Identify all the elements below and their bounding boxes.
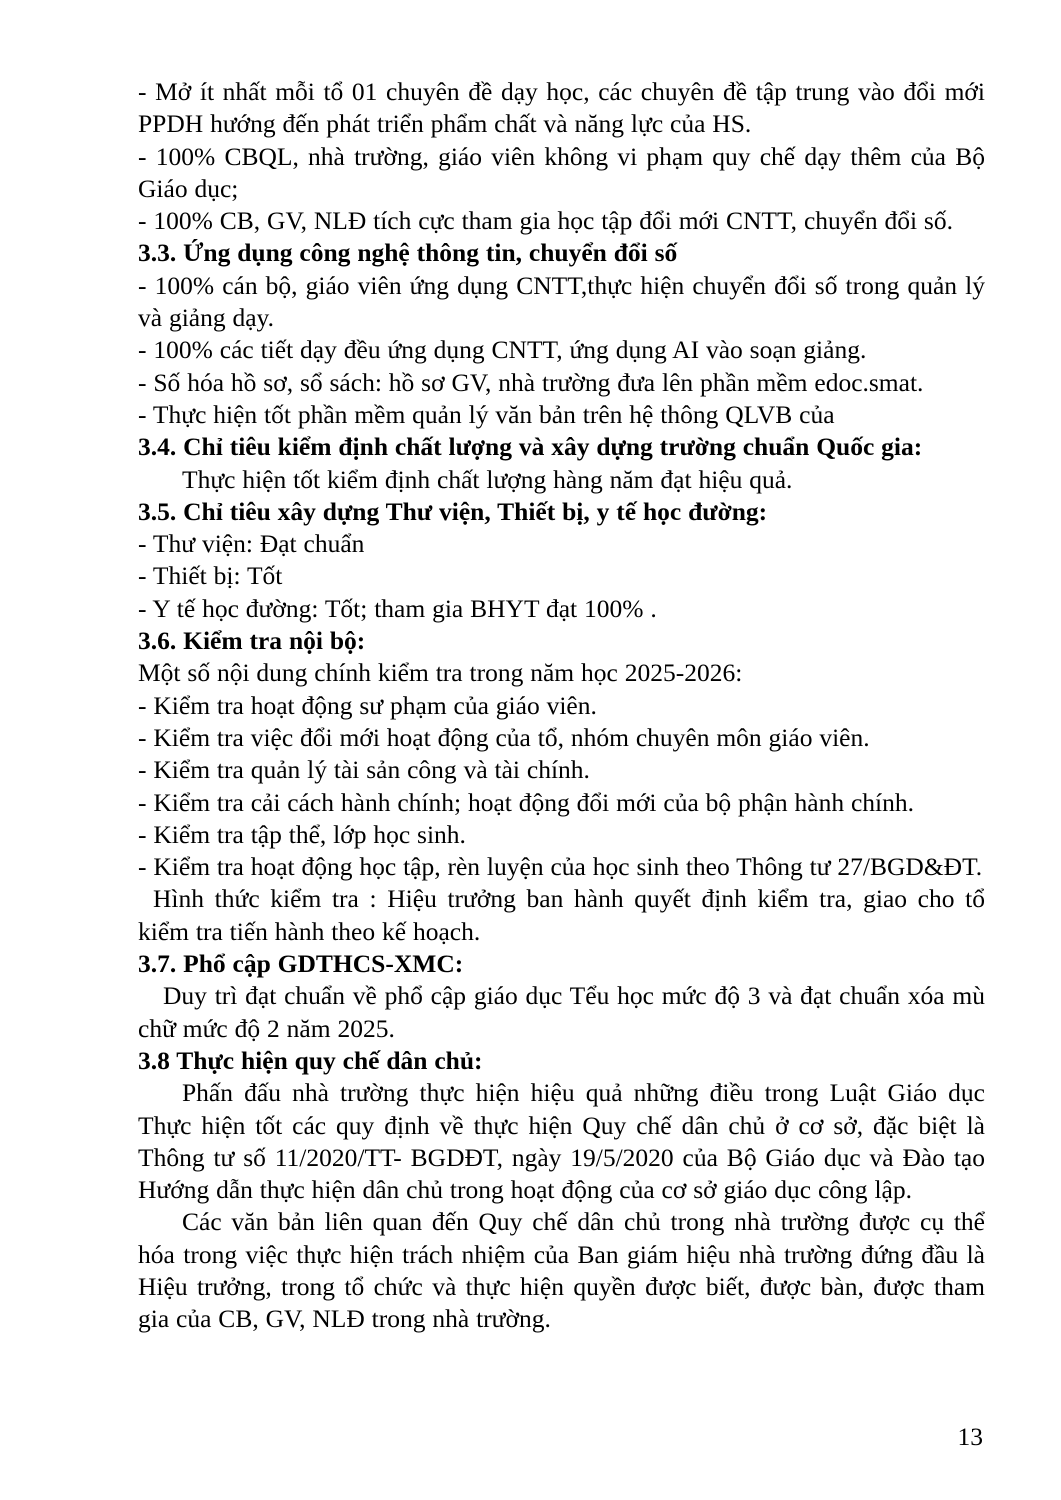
page-number: 13	[957, 1422, 983, 1451]
section-heading: 3.6. Kiểm tra nội bộ:	[138, 626, 366, 656]
paragraph: - Mở ít nhất mỗi tổ 01 chuyên đề dạy học, các chuyên đề tập trung vào đổi mới PPDH hướng đến phát triển phẩm chất và năng lực của HS.	[138, 77, 985, 139]
paragraph: - Thực hiện tốt phần mềm quản lý văn bản trên hệ thông QLVB của	[138, 399, 835, 429]
paragraph: - Số hóa hồ sơ, sổ sách: hồ sơ GV, nhà trường đưa lên phần mềm edoc.smat.	[138, 367, 924, 397]
paragraph: - 100% CB, GV, NLĐ tích cực tham gia học tập đổi mới CNTT, chuyển đổi số.	[138, 206, 953, 236]
paragraph: - Kiểm tra cải cách hành chính; hoạt động đổi mới của bộ phận hành chính.	[138, 787, 914, 817]
paragraph: Hình thức kiểm tra : Hiệu trưởng ban hành quyết định kiểm tra, giao cho tổ kiểm tra tiến hành theo kế hoạch.	[138, 884, 985, 946]
section-heading: 3.3. Ứng dụng công nghệ thông tin, chuyển đổi số	[138, 238, 678, 268]
paragraph: Thực hiện tốt kiểm định chất lượng hàng năm đạt hiệu quả.	[182, 464, 793, 494]
paragraph: - 100% các tiết dạy đều ứng dụng CNTT, ứng dụng AI vào soạn giảng.	[138, 335, 867, 365]
paragraph: - Thư viện: Đạt chuẩn	[138, 529, 365, 559]
document-body	[138, 76, 985, 1336]
paragraph: - Thiết bị: Tốt	[138, 561, 283, 591]
paragraph: - Kiểm tra việc đổi mới hoạt động của tổ, nhóm chuyên môn giáo viên.	[138, 722, 870, 752]
paragraph: Phấn đấu nhà trường thực hiện hiệu quả những điều trong Luật Giáo dục Thực hiện tốt các quy định về thực hiện Quy chế dân chủ ở cơ sở, đặc biệt là Thông tư số 11/2020/TT- BGDĐT, ngày 19/5/2020 của Bộ Giáo dục và Đào tạo Hướng dẫn thực hiện dân chủ trong hoạt động của cơ sở giáo dục công lập.	[138, 1078, 985, 1205]
paragraph: Duy trì đạt chuẩn về phổ cập giáo dục Tểu học mức độ 3 và đạt chuẩn xóa mù chữ mức độ 2 năm 2025.	[138, 981, 985, 1043]
paragraph: - 100% cán bộ, giáo viên ứng dụng CNTT,thực hiện chuyển đổi số trong quản lý và giảng dạy.	[138, 270, 985, 333]
section-heading: 3.4. Chỉ tiêu kiểm định chất lượng và xây dựng trường chuẩn Quốc gia:	[138, 432, 923, 462]
paragraph: - Kiểm tra tập thể, lớp học sinh.	[138, 819, 466, 849]
section-heading: 3.7. Phổ cập GDTHCS-XMC:	[138, 949, 464, 979]
paragraph: Các văn bản liên quan đến Quy chế dân chủ trong nhà trường được cụ thể hóa trong việc thực hiện trách nhiệm của Ban giám hiệu nhà trường đứng đầu là Hiệu trưởng, trong tổ chức và thực hiện quyền được biết, được bàn, được tham gia của CB, GV, NLĐ trong nhà trường.	[138, 1207, 985, 1334]
paragraph: - Kiểm tra hoạt động sư phạm của giáo viên.	[138, 690, 597, 720]
paragraph: Một số nội dung chính kiểm tra trong năm học 2025-2026:	[138, 658, 743, 688]
paragraph: - 100% CBQL, nhà trường, giáo viên không vi phạm quy chế dạy thêm của Bộ Giáo dục;	[138, 141, 985, 203]
paragraph: - Kiểm tra hoạt động học tập, rèn luyện của học sinh theo Thông tư 27/BGD&ĐT.	[138, 852, 983, 882]
paragraph: - Kiểm tra quản lý tài sản công và tài chính.	[138, 755, 590, 785]
section-heading: 3.8 Thực hiện quy chế dân chủ:	[138, 1045, 483, 1075]
section-heading: 3.5. Chỉ tiêu xây dựng Thư viện, Thiết bị, y tế học đường:	[138, 496, 768, 526]
paragraph: - Y tế học đường: Tốt; tham gia BHYT đạt 100% .	[138, 593, 657, 623]
